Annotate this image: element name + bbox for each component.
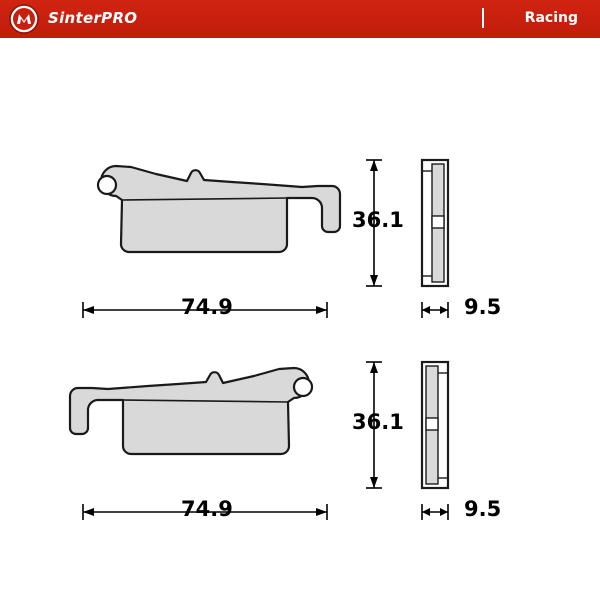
header-bar	[0, 0, 600, 38]
dimension-thickness-bottom	[422, 504, 448, 520]
dimension-label-thickness-top: 9.5	[464, 295, 502, 319]
pad-top-side-view	[422, 160, 448, 286]
technical-drawing-canvas	[0, 38, 600, 600]
pad-bottom-side-view	[422, 362, 448, 488]
pad-bottom-front-view	[70, 368, 312, 454]
dimension-label-thickness-bottom: 9.5	[464, 497, 502, 521]
drawing-svg	[0, 38, 600, 600]
moto-master-logo-icon	[8, 3, 40, 35]
header-divider	[482, 8, 484, 28]
dimension-label-height-top: 36.1	[352, 208, 404, 232]
dimension-thickness-top	[422, 302, 448, 318]
product-category: Racing	[524, 10, 578, 26]
brand-name: SinterPRO	[48, 9, 138, 27]
pad-top-front-view	[98, 166, 340, 252]
dimension-label-width-top: 74.9	[181, 295, 233, 319]
dimension-label-height-bottom: 36.1	[352, 410, 404, 434]
dimension-label-width-bottom: 74.9	[181, 497, 233, 521]
